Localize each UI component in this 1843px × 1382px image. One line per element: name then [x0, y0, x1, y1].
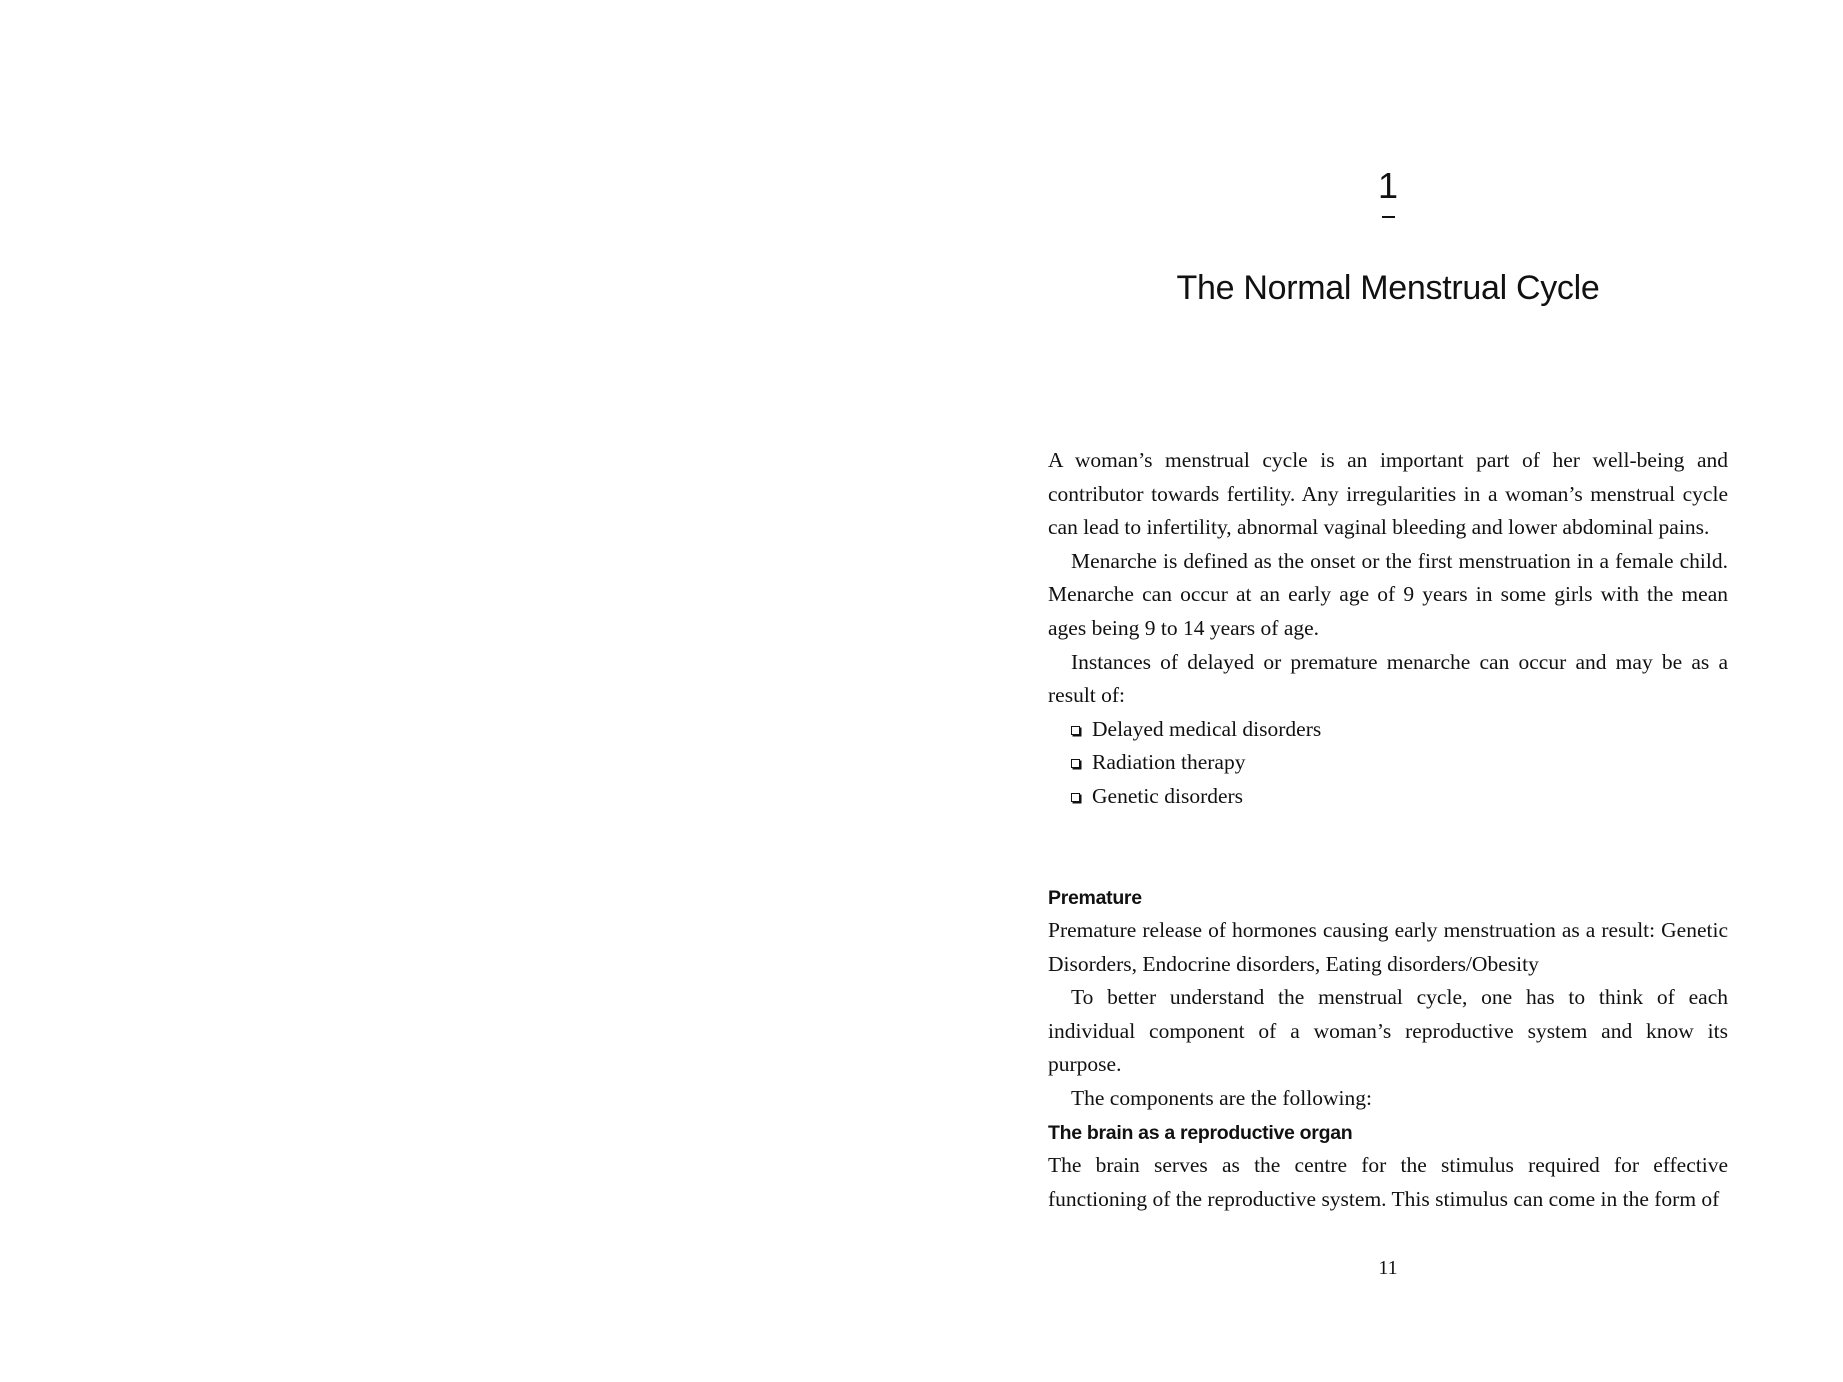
list-item-text: Genetic disorders: [1092, 783, 1244, 808]
chapter-number: 1: [1377, 165, 1399, 206]
left-page-blank: [0, 0, 921, 1382]
premature-heading: Premature: [1048, 887, 1142, 909]
brain-paragraph-1: The brain serves as the centre for the stimulus required for effective functioning of the reproductive system. This stimulus can come in the form of: [1048, 1153, 1728, 1211]
checkbox-bullet-icon: [1071, 759, 1080, 768]
list-item-text: Delayed medical disorders: [1092, 716, 1322, 741]
intro-paragraph-3: Instances of delayed or premature menarche can occur and may be as a result of:: [1048, 649, 1728, 708]
premature-paragraph-2: To better understand the menstrual cycle, one has to think of each individual component of a woman’s reproductive system and know its purpose.: [1048, 985, 1728, 1077]
list-item-text: Radiation therapy: [1092, 750, 1246, 775]
page-number: 11: [1378, 1257, 1398, 1279]
list-item: [1071, 746, 1728, 780]
brain-section: [1048, 1149, 1728, 1216]
premature-section: [1048, 914, 1728, 1116]
causes-list: [1048, 713, 1728, 814]
list-item: [1071, 780, 1728, 814]
checkbox-bullet-icon: [1071, 793, 1080, 802]
brain-heading: The brain as a reproductive organ: [1048, 1122, 1353, 1144]
checkbox-bullet-icon: [1071, 726, 1080, 735]
premature-paragraph-3: The components are the following:: [1071, 1085, 1372, 1110]
intro-section: [1048, 444, 1728, 814]
premature-paragraph-1: Premature release of hormones causing early menstruation as a result: Genetic Disorders, Endocrine disorders, Eating disorders/Obesity: [1048, 918, 1728, 976]
intro-paragraph-2: Menarche is defined as the onset or the first menstruation in a female child. Menarche can occur at an early age of 9 years in some girls with the mean ages being 9 to 14 years of age.: [1048, 548, 1728, 640]
chapter-title: The Normal Menstrual Cycle: [1176, 269, 1600, 307]
chapter-number-rule: [1382, 216, 1395, 218]
intro-paragraph-1: A woman’s menstrual cycle is an important part of her well-being and contributor towards fertility. Any irregularities in a woman’s menstrual cycle can lead to infertility, abnormal vaginal bleeding and lower abdominal pains.: [1048, 448, 1728, 540]
list-item: [1071, 713, 1728, 747]
